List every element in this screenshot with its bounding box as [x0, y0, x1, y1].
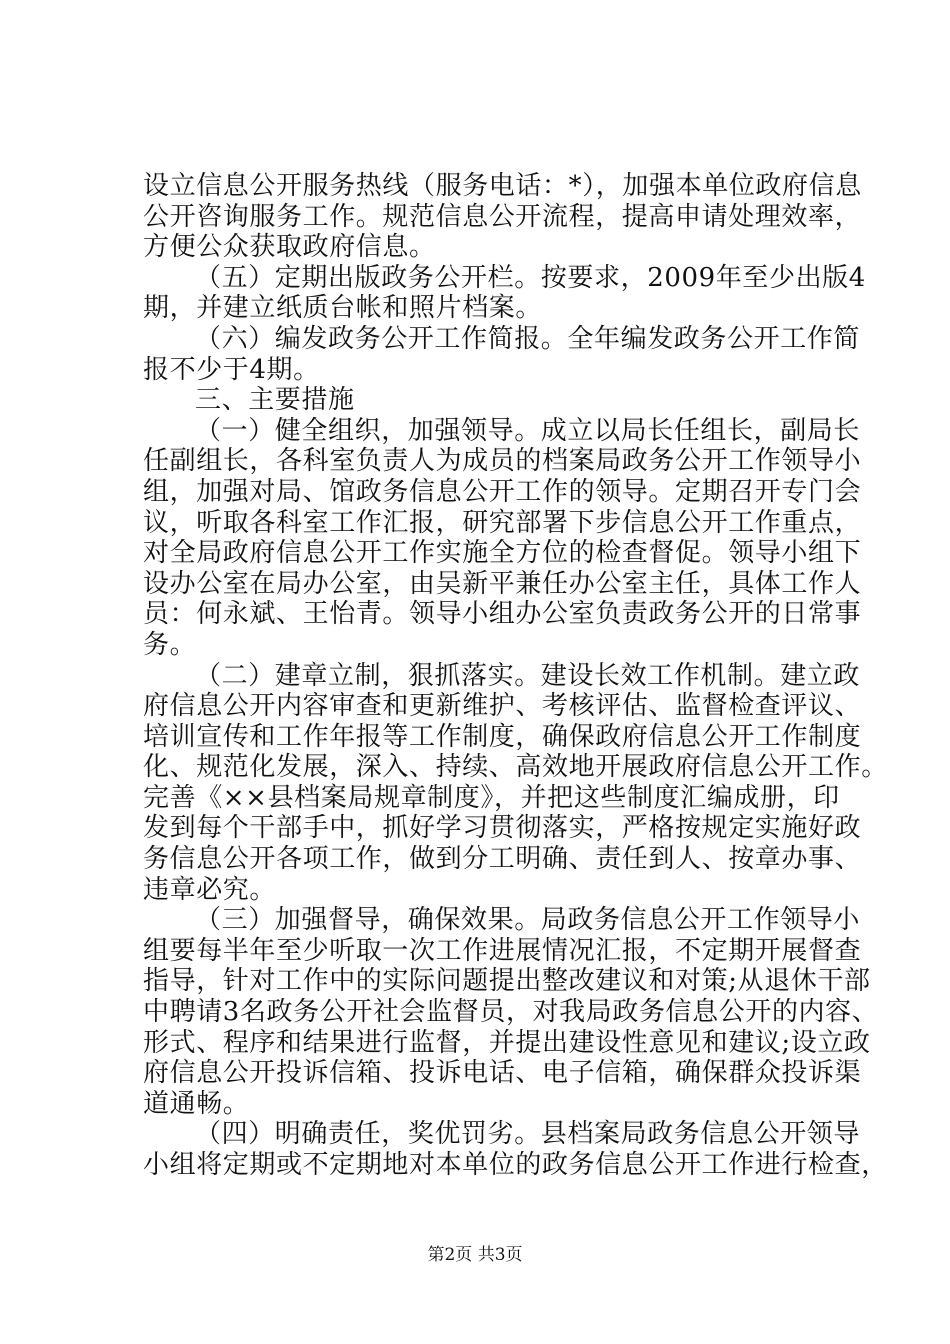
text-line: （三）加强督导，确保效果。局政务信息公开工作领导小 — [195, 905, 861, 936]
text-line: 完善《××县档案局规章制度》，并把这些制度汇编成册，印 — [143, 782, 840, 813]
text-line: 对全局政府信息公开工作实施全方位的检查督促。领导小组下 — [143, 538, 862, 569]
text-line: 设立信息公开服务热线（服务电话：*），加强本单位政府信息 — [143, 171, 862, 201]
text-line: （四）明确责任，奖优罚劣。县档案局政务信息公开领导 — [195, 1119, 861, 1150]
page-footer: 第2页 共3页 — [427, 1245, 523, 1265]
body-text — [143, 171, 888, 1181]
text-line: 形式、程序和结果进行监督，并提出建设性意见和建议;设立政 — [143, 1027, 871, 1058]
text-line: （一）健全组织，加强领导。成立以局长任组长，副局长 — [195, 415, 861, 446]
text-line: 小组将定期或不定期地对本单位的政务信息公开工作进行检查， — [143, 1150, 888, 1180]
text-line: 中聘请3名政务公开社会监督员，对我局政务信息公开的内容、 — [143, 997, 879, 1028]
text-line: 培训宣传和工作年报等工作制度，确保政府信息公开工作制度 — [143, 721, 862, 752]
text-line: 违章必究。 — [143, 874, 277, 905]
text-line: 府信息公开内容审查和更新维护、考核评估、监督检查评议、 — [143, 691, 862, 722]
text-line: 组，加强对局、馆政务信息公开工作的领导。定期召开专门会 — [143, 476, 862, 507]
text-line: （二）建章立制，狠抓落实。建设长效工作机制。建立政 — [195, 660, 861, 691]
text-line: （六）编发政务公开工作简报。全年编发政务公开工作简 — [195, 323, 861, 354]
text-line: 方便公众获取政府信息。 — [143, 232, 436, 263]
text-line: 化、规范化发展，深入、持续、高效地开展政府信息公开工作。 — [143, 752, 888, 783]
text-line: 设办公室在局办公室，由吴新平兼任办公室主任，具体工作人 — [143, 568, 862, 599]
text-line: 组要每半年至少听取一次工作进展情况汇报，不定期开展督查 — [143, 935, 862, 966]
text-line: 报不少于4期。 — [143, 354, 320, 385]
text-line: 期，并建立纸质台帐和照片档案。 — [143, 293, 543, 324]
text-line: 指导，针对工作中的实际问题提出整改建议和对策;从退休干部 — [143, 966, 871, 997]
text-line: 任副组长，各科室负责人为成员的档案局政务公开工作领导小 — [143, 446, 862, 477]
text-line: 议，听取各科室工作汇报，研究部署下步信息公开工作重点， — [143, 507, 862, 538]
text-line: 公开咨询服务工作。规范信息公开流程，提高申请处理效率， — [143, 201, 862, 232]
text-line: 道通畅。 — [143, 1088, 250, 1119]
text-line: 员：何永斌、王怡青。领导小组办公室负责政务公开的日常事 — [143, 599, 862, 630]
text-line: 务信息公开各项工作，做到分工明确、责任到人、按章办事、 — [143, 844, 862, 875]
text-line: （五）定期出版政务公开栏。按要求，2009年至少出版4 — [195, 262, 866, 293]
text-line: 发到每个干部手中，抓好学习贯彻落实，严格按规定实施好政 — [143, 813, 862, 844]
text-line: 务。 — [143, 629, 197, 660]
text-line: 府信息公开投诉信箱、投诉电话、电子信箱，确保群众投诉渠 — [143, 1058, 862, 1089]
section-heading: 三、主要措施 — [195, 385, 355, 416]
